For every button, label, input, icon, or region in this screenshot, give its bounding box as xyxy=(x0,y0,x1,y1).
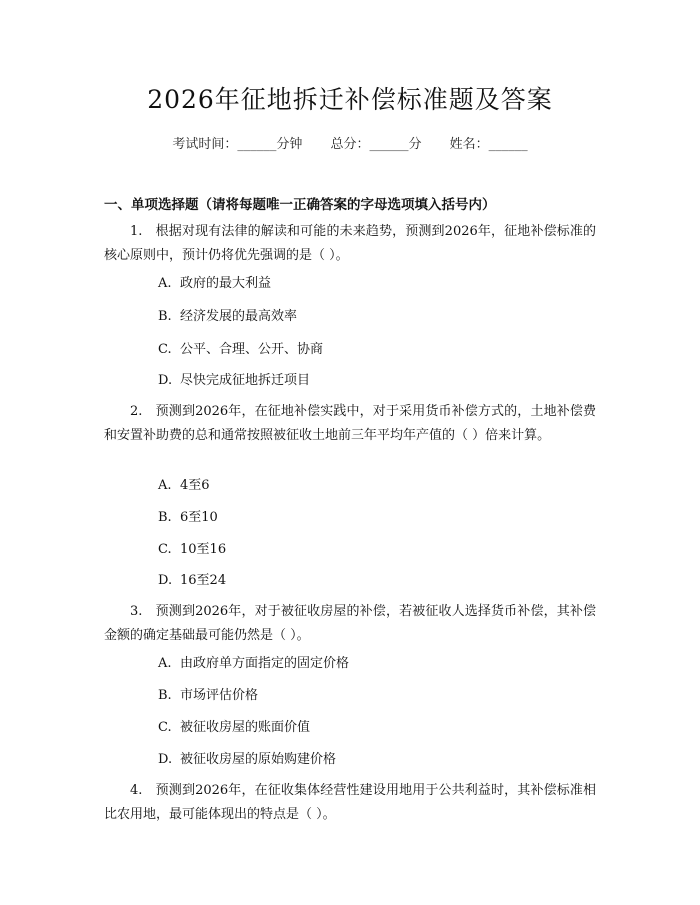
question-2-option-c xyxy=(158,540,226,560)
option-letter: A. xyxy=(158,276,172,291)
option-text: 被征收房屋的账面价值 xyxy=(180,720,311,735)
section-heading: 一、单项选择题（请将每题唯一正确答案的字母选项填入括号内） xyxy=(104,197,496,213)
option-text: 经济发展的最高效率 xyxy=(180,309,298,324)
option-text: 10至16 xyxy=(180,542,227,557)
question-3-option-b xyxy=(158,686,258,706)
question-3-option-d xyxy=(158,750,336,770)
option-letter: B. xyxy=(158,510,172,525)
option-text: 6至10 xyxy=(180,510,218,525)
option-letter: A. xyxy=(158,656,172,671)
question-1-option-a xyxy=(158,274,271,294)
question-3: 3. 预测到2026年，对于被征收房屋的补偿，若被征收人选择货币补偿，其补偿金额的确定基础最可能仍然是（ ）。 xyxy=(104,604,596,643)
option-text: 被征收房屋的原始购建价格 xyxy=(180,752,337,767)
option-letter: C. xyxy=(158,720,172,735)
page-title: 2026年征地拆迁补偿标准题及答案 xyxy=(147,85,553,114)
question-2-option-a xyxy=(158,476,210,496)
question-2-option-d xyxy=(158,571,226,591)
question-4: 4. 预测到2026年，在征收集体经营性建设用地用于公共利益时，其补偿标准相比农用地，最可能体现出的特点是（ ）。 xyxy=(104,783,596,822)
option-text: 公平、合理、公开、协商 xyxy=(180,342,324,357)
exam-time-field: 考试时间：______分钟 xyxy=(172,137,303,152)
option-letter: B. xyxy=(158,309,172,324)
name-field: 姓名：______ xyxy=(449,137,528,152)
option-text: 市场评估价格 xyxy=(180,688,259,703)
option-text: 4至6 xyxy=(180,478,210,493)
option-letter: D. xyxy=(158,573,173,588)
question-3-option-c xyxy=(158,718,310,738)
question-1-option-d xyxy=(158,371,310,391)
option-letter: D. xyxy=(158,752,173,767)
question-2-option-b xyxy=(158,508,218,528)
question-3-option-a xyxy=(158,654,349,674)
option-letter: C. xyxy=(158,342,172,357)
total-score-field: 总分：______分 xyxy=(330,137,422,152)
question-1-option-b xyxy=(158,307,297,327)
option-letter: C. xyxy=(158,542,172,557)
option-text: 尽快完成征地拆迁项目 xyxy=(180,373,311,388)
option-letter: A. xyxy=(158,478,172,493)
option-letter: B. xyxy=(158,688,172,703)
option-text: 由政府单方面指定的固定价格 xyxy=(180,656,350,671)
question-1-option-c xyxy=(158,340,323,360)
question-2: 2. 预测到2026年，在征地补偿实践中，对于采用货币补偿方式的，土地补偿费和安置补助费的总和通常按照被征收土地前三年平均年产值的（ ）倍来计算。 xyxy=(104,404,596,443)
option-text: 政府的最大利益 xyxy=(180,276,272,291)
option-letter: D. xyxy=(158,373,173,388)
option-text: 16至24 xyxy=(180,573,227,588)
question-1: 1. 根据对现有法律的解读和可能的未来趋势，预测到2026年，征地补偿标准的核心原则中，预计仍将优先强调的是（ ）。 xyxy=(104,224,596,263)
exam-info xyxy=(0,133,700,152)
